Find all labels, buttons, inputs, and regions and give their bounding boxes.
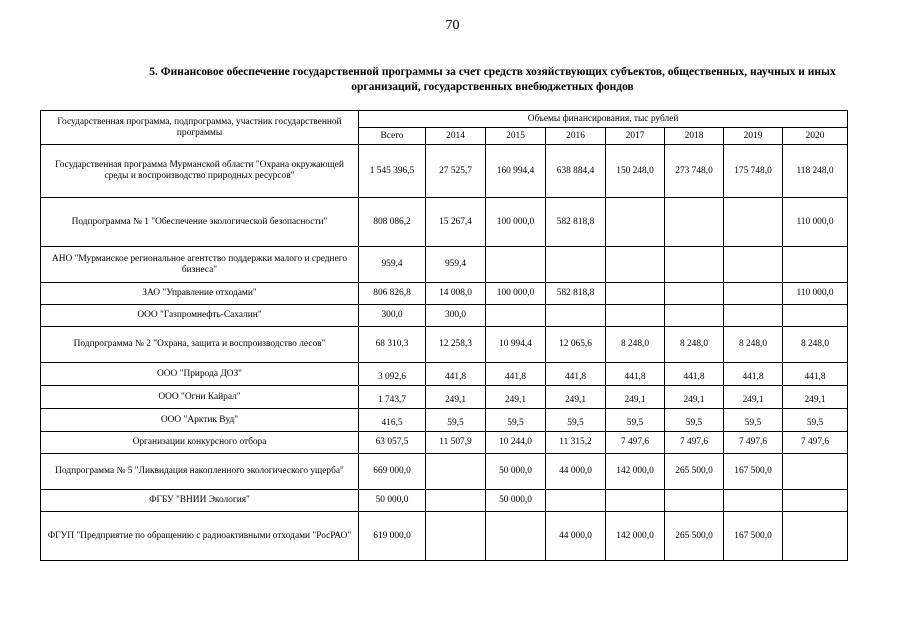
value-cell — [546, 305, 606, 327]
value-cell: 669 000,0 — [359, 454, 426, 490]
value-cell: 1 743,7 — [359, 386, 426, 409]
financing-table — [40, 110, 848, 561]
value-cell — [783, 490, 848, 512]
value-cell: 12 065,6 — [546, 327, 606, 363]
value-cell — [546, 490, 606, 512]
header-2018: 2018 — [665, 128, 724, 145]
value-cell — [426, 454, 486, 490]
value-cell: 63 057,5 — [359, 432, 426, 454]
value-cell: 441,8 — [426, 363, 486, 386]
table-row — [41, 145, 848, 198]
value-cell: 249,1 — [724, 386, 783, 409]
value-cell: 441,8 — [546, 363, 606, 386]
table-row — [41, 454, 848, 490]
table-row — [41, 432, 848, 454]
value-cell: 7 497,6 — [665, 432, 724, 454]
value-cell: 11 507,9 — [426, 432, 486, 454]
value-cell: 249,1 — [546, 386, 606, 409]
header-2019: 2019 — [724, 128, 783, 145]
value-cell: 441,8 — [606, 363, 665, 386]
row-name: Подпрограмма № 2 "Охрана, защита и воспроизводство лесов" — [41, 327, 359, 363]
value-cell — [606, 490, 665, 512]
value-cell: 8 248,0 — [724, 327, 783, 363]
value-cell: 806 826,8 — [359, 283, 426, 305]
value-cell: 59,5 — [724, 409, 783, 432]
value-cell: 14 008,0 — [426, 283, 486, 305]
value-cell: 7 497,6 — [783, 432, 848, 454]
value-cell: 110 000,0 — [783, 198, 848, 247]
value-cell: 300,0 — [426, 305, 486, 327]
value-cell: 1 545 396,5 — [359, 145, 426, 198]
value-cell: 249,1 — [783, 386, 848, 409]
value-cell — [606, 247, 665, 283]
header-2015: 2015 — [486, 128, 546, 145]
table-row — [41, 386, 848, 409]
value-cell — [783, 305, 848, 327]
value-cell — [606, 283, 665, 305]
value-cell: 59,5 — [665, 409, 724, 432]
header-2016: 2016 — [546, 128, 606, 145]
value-cell: 175 748,0 — [724, 145, 783, 198]
value-cell: 142 000,0 — [606, 512, 665, 561]
value-cell: 167 500,0 — [724, 512, 783, 561]
value-cell: 15 267,4 — [426, 198, 486, 247]
value-cell — [724, 305, 783, 327]
value-cell — [724, 490, 783, 512]
value-cell: 8 248,0 — [606, 327, 665, 363]
value-cell: 59,5 — [486, 409, 546, 432]
value-cell: 441,8 — [783, 363, 848, 386]
value-cell: 441,8 — [486, 363, 546, 386]
value-cell — [665, 305, 724, 327]
value-cell — [665, 490, 724, 512]
value-cell: 7 497,6 — [724, 432, 783, 454]
value-cell: 273 748,0 — [665, 145, 724, 198]
value-cell: 50 000,0 — [486, 454, 546, 490]
value-cell: 10 244,0 — [486, 432, 546, 454]
value-cell: 265 500,0 — [665, 454, 724, 490]
value-cell — [426, 490, 486, 512]
value-cell: 44 000,0 — [546, 512, 606, 561]
row-name: ФГБУ "ВНИИ Экология" — [41, 490, 359, 512]
header-2014: 2014 — [426, 128, 486, 145]
value-cell: 160 994,4 — [486, 145, 546, 198]
value-cell: 441,8 — [665, 363, 724, 386]
table-row — [41, 363, 848, 386]
table-row — [41, 327, 848, 363]
table-row — [41, 283, 848, 305]
value-cell: 808 086,2 — [359, 198, 426, 247]
page-number: 70 — [445, 18, 460, 33]
value-cell: 249,1 — [606, 386, 665, 409]
value-cell — [783, 454, 848, 490]
value-cell: 959,4 — [426, 247, 486, 283]
row-name: ООО "Газпромнефть-Сахалин" — [41, 305, 359, 327]
value-cell: 59,5 — [546, 409, 606, 432]
value-cell — [724, 283, 783, 305]
table-row — [41, 305, 848, 327]
value-cell: 8 248,0 — [665, 327, 724, 363]
value-cell: 100 000,0 — [486, 198, 546, 247]
row-name: ЗАО "Управление отходами" — [41, 283, 359, 305]
row-name: Подпрограмма № 5 "Ликвидация накопленного экологического ущерба" — [41, 454, 359, 490]
value-cell: 959,4 — [359, 247, 426, 283]
value-cell: 110 000,0 — [783, 283, 848, 305]
value-cell — [665, 198, 724, 247]
row-name: ФГУП "Предприятие по обращению с радиоактивными отходами "РосРАО" — [41, 512, 359, 561]
value-cell — [783, 512, 848, 561]
value-cell — [724, 198, 783, 247]
value-cell: 265 500,0 — [665, 512, 724, 561]
header-financing: Объемы финансирования, тыс рублей — [359, 111, 848, 128]
row-name: Подпрограмма № 1 "Обеспечение экологической безопасности" — [41, 198, 359, 247]
value-cell — [783, 247, 848, 283]
value-cell: 12 258,3 — [426, 327, 486, 363]
value-cell — [426, 512, 486, 561]
value-cell: 100 000,0 — [486, 283, 546, 305]
value-cell: 582 818,8 — [546, 198, 606, 247]
row-name: ООО "Природа ДОЗ" — [41, 363, 359, 386]
value-cell — [665, 247, 724, 283]
value-cell: 249,1 — [486, 386, 546, 409]
row-name: Организации конкурсного отбора — [41, 432, 359, 454]
value-cell: 10 994,4 — [486, 327, 546, 363]
value-cell — [486, 247, 546, 283]
table-row — [41, 247, 848, 283]
value-cell — [665, 283, 724, 305]
value-cell: 167 500,0 — [724, 454, 783, 490]
value-cell: 300,0 — [359, 305, 426, 327]
value-cell: 3 092,6 — [359, 363, 426, 386]
value-cell — [486, 305, 546, 327]
header-2017: 2017 — [606, 128, 665, 145]
row-name: ООО "Арктик Вуд" — [41, 409, 359, 432]
table-row — [41, 198, 848, 247]
header-2020: 2020 — [783, 128, 848, 145]
value-cell: 50 000,0 — [486, 490, 546, 512]
header-total: Всего — [359, 128, 426, 145]
value-cell: 416,5 — [359, 409, 426, 432]
table-row — [41, 512, 848, 561]
value-cell — [486, 512, 546, 561]
value-cell: 582 818,8 — [546, 283, 606, 305]
row-name: АНО "Мурманское региональное агентство поддержки малого и среднего бизнеса" — [41, 247, 359, 283]
value-cell: 11 315,2 — [546, 432, 606, 454]
value-cell: 59,5 — [606, 409, 665, 432]
value-cell: 150 248,0 — [606, 145, 665, 198]
value-cell: 619 000,0 — [359, 512, 426, 561]
value-cell: 44 000,0 — [546, 454, 606, 490]
value-cell: 27 525,7 — [426, 145, 486, 198]
value-cell — [606, 198, 665, 247]
value-cell: 118 248,0 — [783, 145, 848, 198]
table-row — [41, 490, 848, 512]
value-cell — [724, 247, 783, 283]
value-cell — [546, 247, 606, 283]
value-cell — [606, 305, 665, 327]
table-row — [41, 409, 848, 432]
row-name: ООО "Огни Кайрал" — [41, 386, 359, 409]
value-cell: 249,1 — [426, 386, 486, 409]
value-cell: 59,5 — [426, 409, 486, 432]
value-cell: 8 248,0 — [783, 327, 848, 363]
value-cell: 441,8 — [724, 363, 783, 386]
value-cell: 7 497,6 — [606, 432, 665, 454]
value-cell: 59,5 — [783, 409, 848, 432]
header-program: Государственная программа, подпрограмма, участник государственной программы — [41, 111, 359, 145]
section-title: 5. Финансовое обеспечение государственной программы за счет средств хозяйствующих субъектов, общественных, научных и иных организаций, государственных внебюджетных фондов — [149, 66, 836, 93]
value-cell: 50 000,0 — [359, 490, 426, 512]
value-cell: 68 310,3 — [359, 327, 426, 363]
value-cell: 249,1 — [665, 386, 724, 409]
value-cell: 638 884,4 — [546, 145, 606, 198]
value-cell: 142 000,0 — [606, 454, 665, 490]
row-name: Государственная программа Мурманской области "Охрана окружающей среды и воспроизводство природных ресурсов" — [41, 145, 359, 198]
